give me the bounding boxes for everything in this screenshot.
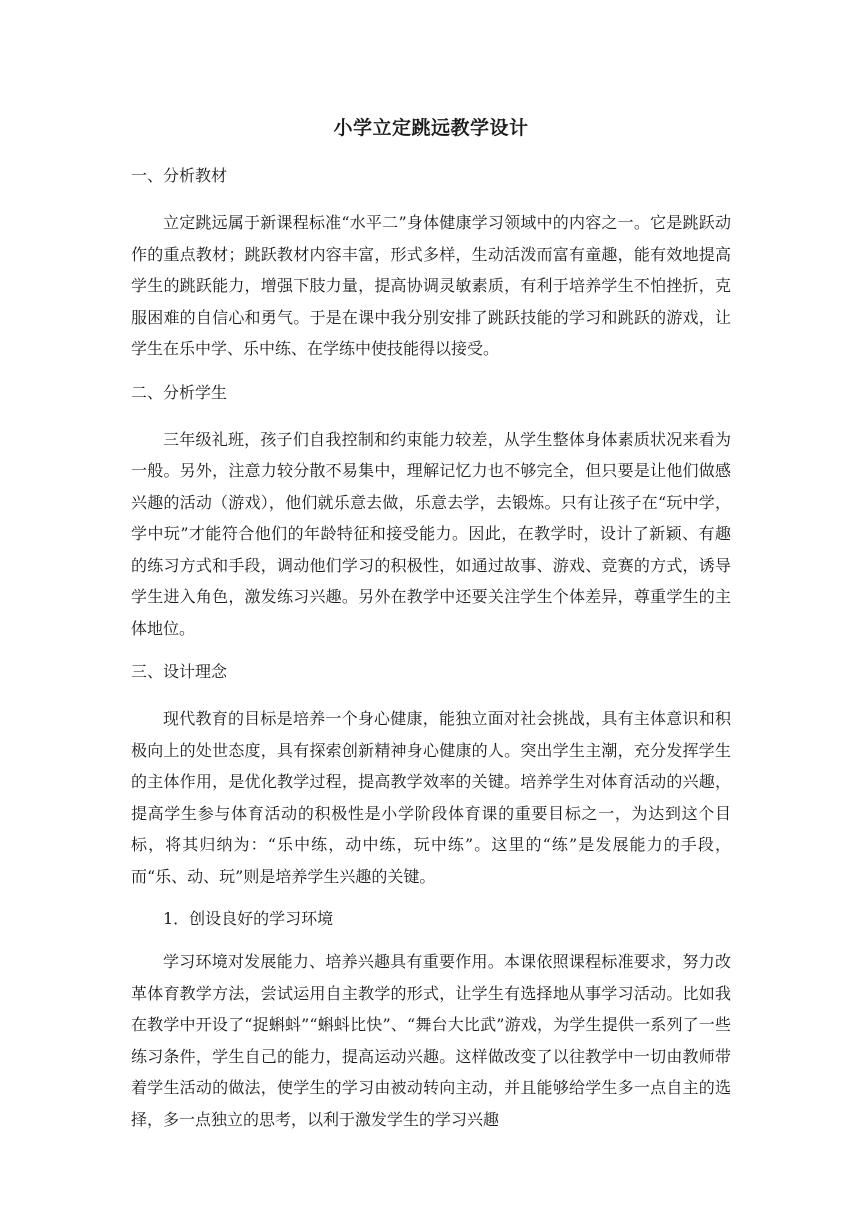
subsection-heading-learning-environment: 1．创设良好的学习环境 — [163, 909, 334, 928]
section-paragraph-analyze-students: 三年级礼班，孩子们自我控制和约束能力较差，从学生整体身体素质状况来看为一般。另外，注意力较分散不易集中，理解记忆力也不够完全，但只要是让他们做感兴趣的活动（游戏），他们就乐意去做，乐意去学，去锻炼。只有让孩子在“玩中学，学中玩”才能符合他们的年龄特征和接受能力。因此，在教学时，设计了新颖、有趣的练习方式和手段，调动他们学习的积极性，如通过故事、游戏、竞赛的方式，诱导学生进入角色，激发练习兴趣。另外在教学中还要关注学生个体差异，尊重学生的主体地位。 — [131, 429, 731, 638]
subsection-paragraph-learning-environment: 学习环境对发展能力、培养兴趣具有重要作用。本课依照课程标准要求，努力改革体育教学方法，尝试运用自主教学的形式，让学生有选择地从事学习活动。比如我在教学中开设了“捉蝌蚪”“蝌蚪比快”、“舞台大比武”游戏，为学生提供一系列了一些练习条件，学生自己的能力，提高运动兴趣。这样做改变了以往教学中一切由教师带着学生活动的做法，使学生的学习由被动转向主动，并且能够给学生多一点自主的选择，多一点独立的思考，以利于激发学生的学习兴趣 — [131, 952, 731, 1129]
section-heading-design-concept: 三、设计理念 — [131, 662, 228, 681]
document-title: 小学立定跳远教学设计 — [333, 117, 529, 139]
section-paragraph-design-concept: 现代教育的目标是培养一个身心健康，能独立面对社会挑战，具有主体意识和积极向上的处世态度，具有探索创新精神身心健康的人。突出学生主潮，充分发挥学生的主体作用，是优化教学过程，提高教学效率的关键。培养学生对体育活动的兴趣，提高学生参与体育活动的积极性是小学阶段体育课的重要目标之一，为达到这个目标，将其归纳为：“乐中练，动中练，玩中练”。这里的“练”是发展能力的手段，而“乐、动、玩”则是培养学生兴趣的关键。 — [131, 709, 731, 886]
section-paragraph-analyze-materials: 立定跳远属于新课程标准“水平二”身体健康学习领域中的内容之一。它是跳跃动作的重点教材；跳跃教材内容丰富，形式多样，生动活泼而富有童趣，能有效地提高学生的跳跃能力，增强下肢力量，提高协调灵敏素质，有利于培养学生不怕挫折，克服困难的自信心和勇气。于是在课中我分别安排了跳跃技能的学习和跳跃的游戏，让学生在乐中学、乐中练、在学练中使技能得以接受。 — [131, 213, 731, 358]
document-page — [131, 108, 731, 1135]
section-heading-analyze-materials: 一、分析教材 — [131, 166, 228, 185]
section-heading-analyze-students: 二、分析学生 — [131, 382, 228, 402]
